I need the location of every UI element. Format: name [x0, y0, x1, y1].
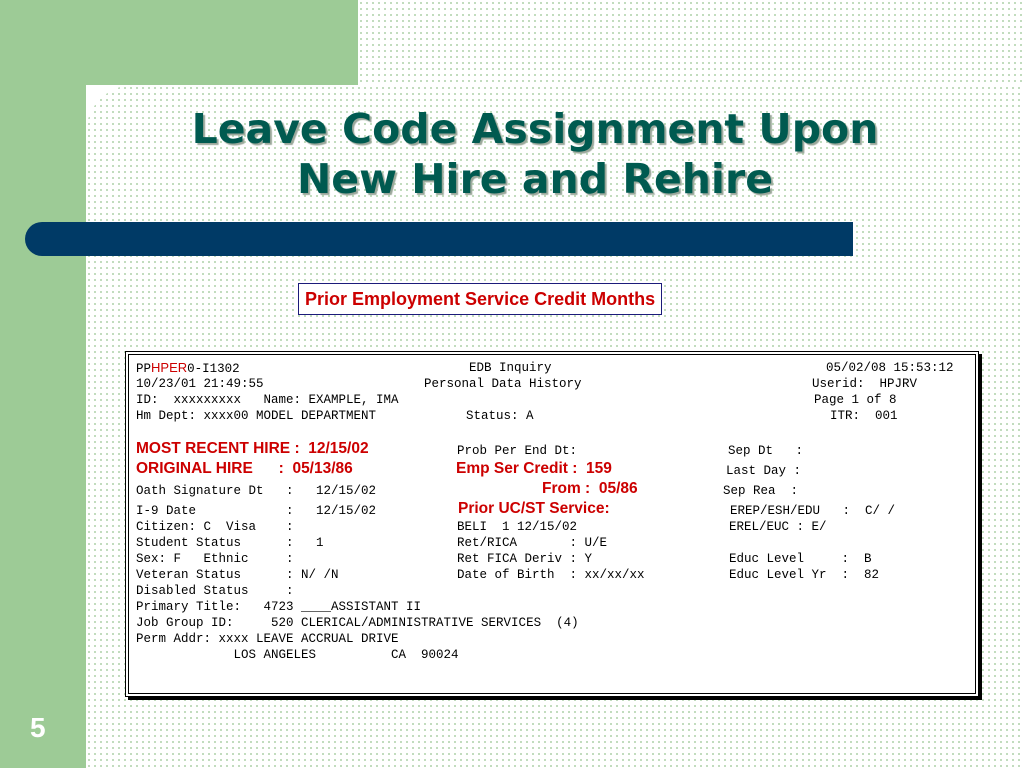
date-of-birth: Date of Birth : xx/xx/xx	[457, 568, 645, 582]
screen-title: EDB Inquiry	[469, 361, 552, 375]
pp-label: PP	[136, 362, 152, 376]
screen-status: Status: A	[466, 409, 534, 423]
sep-dt: Sep Dt :	[728, 444, 804, 458]
screen-last-update: 10/23/01 21:49:55	[136, 377, 264, 391]
beli: BELI 1 12/15/02	[457, 520, 578, 534]
i9-date: I-9 Date : 12/15/02	[136, 504, 377, 518]
hper-label: HPER	[151, 360, 188, 375]
background-top-block	[86, 0, 358, 85]
sex-ethnic: Sex: F Ethnic :	[136, 552, 294, 566]
slide-title	[100, 104, 970, 204]
disabled-status: Disabled Status :	[136, 584, 294, 598]
veteran-status: Veteran Status : N/ /N	[136, 568, 339, 582]
title-line-1: Leave Code Assignment Upon	[191, 105, 879, 153]
perm-addr: Perm Addr: xxxx LEAVE ACCRUAL DRIVE	[136, 632, 399, 646]
prob-per-end-dt: Prob Per End Dt:	[457, 444, 578, 458]
student-status: Student Status : 1	[136, 536, 324, 550]
screen-subtitle: Personal Data History	[424, 377, 582, 391]
prior-uc-st-service: Prior UC/ST Service:	[458, 500, 610, 517]
screen-row-1-left	[136, 360, 240, 377]
screen-userid: Userid: HPJRV	[812, 377, 918, 391]
emp-ser-credit: Emp Ser Credit : 159	[456, 460, 612, 477]
educ-level: Educ Level : B	[729, 552, 872, 566]
educ-level-yr: Educ Level Yr : 82	[729, 568, 880, 582]
dotted-pattern-top	[358, 0, 1024, 85]
citizen-visa: Citizen: C Visa :	[136, 520, 294, 534]
original-hire: ORIGINAL HIRE : 05/13/86	[136, 460, 353, 477]
primary-title: Primary Title: 4723 ____ASSISTANT II	[136, 600, 422, 614]
erep-esh-edu: EREP/ESH/EDU : C/ /	[730, 504, 896, 518]
screen-code: 0-I1302	[187, 362, 240, 376]
caption-box: Prior Employment Service Credit Months	[298, 283, 662, 315]
screen-id-name: ID: xxxxxxxxx Name: EXAMPLE, IMA	[136, 393, 399, 407]
job-group-id: Job Group ID: 520 CLERICAL/ADMINISTRATIVE SERVICES (4)	[136, 616, 579, 630]
oath-signature-dt: Oath Signature Dt : 12/15/02	[136, 484, 377, 498]
ret-rica: Ret/RICA : U/E	[457, 536, 608, 550]
erel-euc: EREL/EUC : E/	[729, 520, 827, 534]
most-recent-hire: MOST RECENT HIRE : 12/15/02	[136, 440, 369, 457]
screen-timestamp: 05/02/08 15:53:12	[826, 361, 954, 375]
last-day: Last Day :	[726, 464, 802, 478]
title-divider-bar	[25, 222, 853, 256]
screen-home-dept: Hm Dept: xxxx00 MODEL DEPARTMENT	[136, 409, 377, 423]
edb-inquiry-screen	[125, 351, 979, 697]
screen-page-indicator: Page 1 of 8	[814, 393, 897, 407]
perm-addr-city: LOS ANGELES CA 90024	[136, 648, 459, 662]
slide-page-number: 5	[30, 712, 46, 743]
ret-fica-deriv: Ret FICA Deriv : Y	[457, 552, 593, 566]
screen-itr: ITR: 001	[830, 409, 898, 423]
background-sidebar	[0, 0, 86, 768]
title-line-2: New Hire and Rehire	[296, 155, 774, 203]
service-credit-from: From : 05/86	[542, 480, 638, 497]
sep-rea: Sep Rea :	[723, 484, 799, 498]
